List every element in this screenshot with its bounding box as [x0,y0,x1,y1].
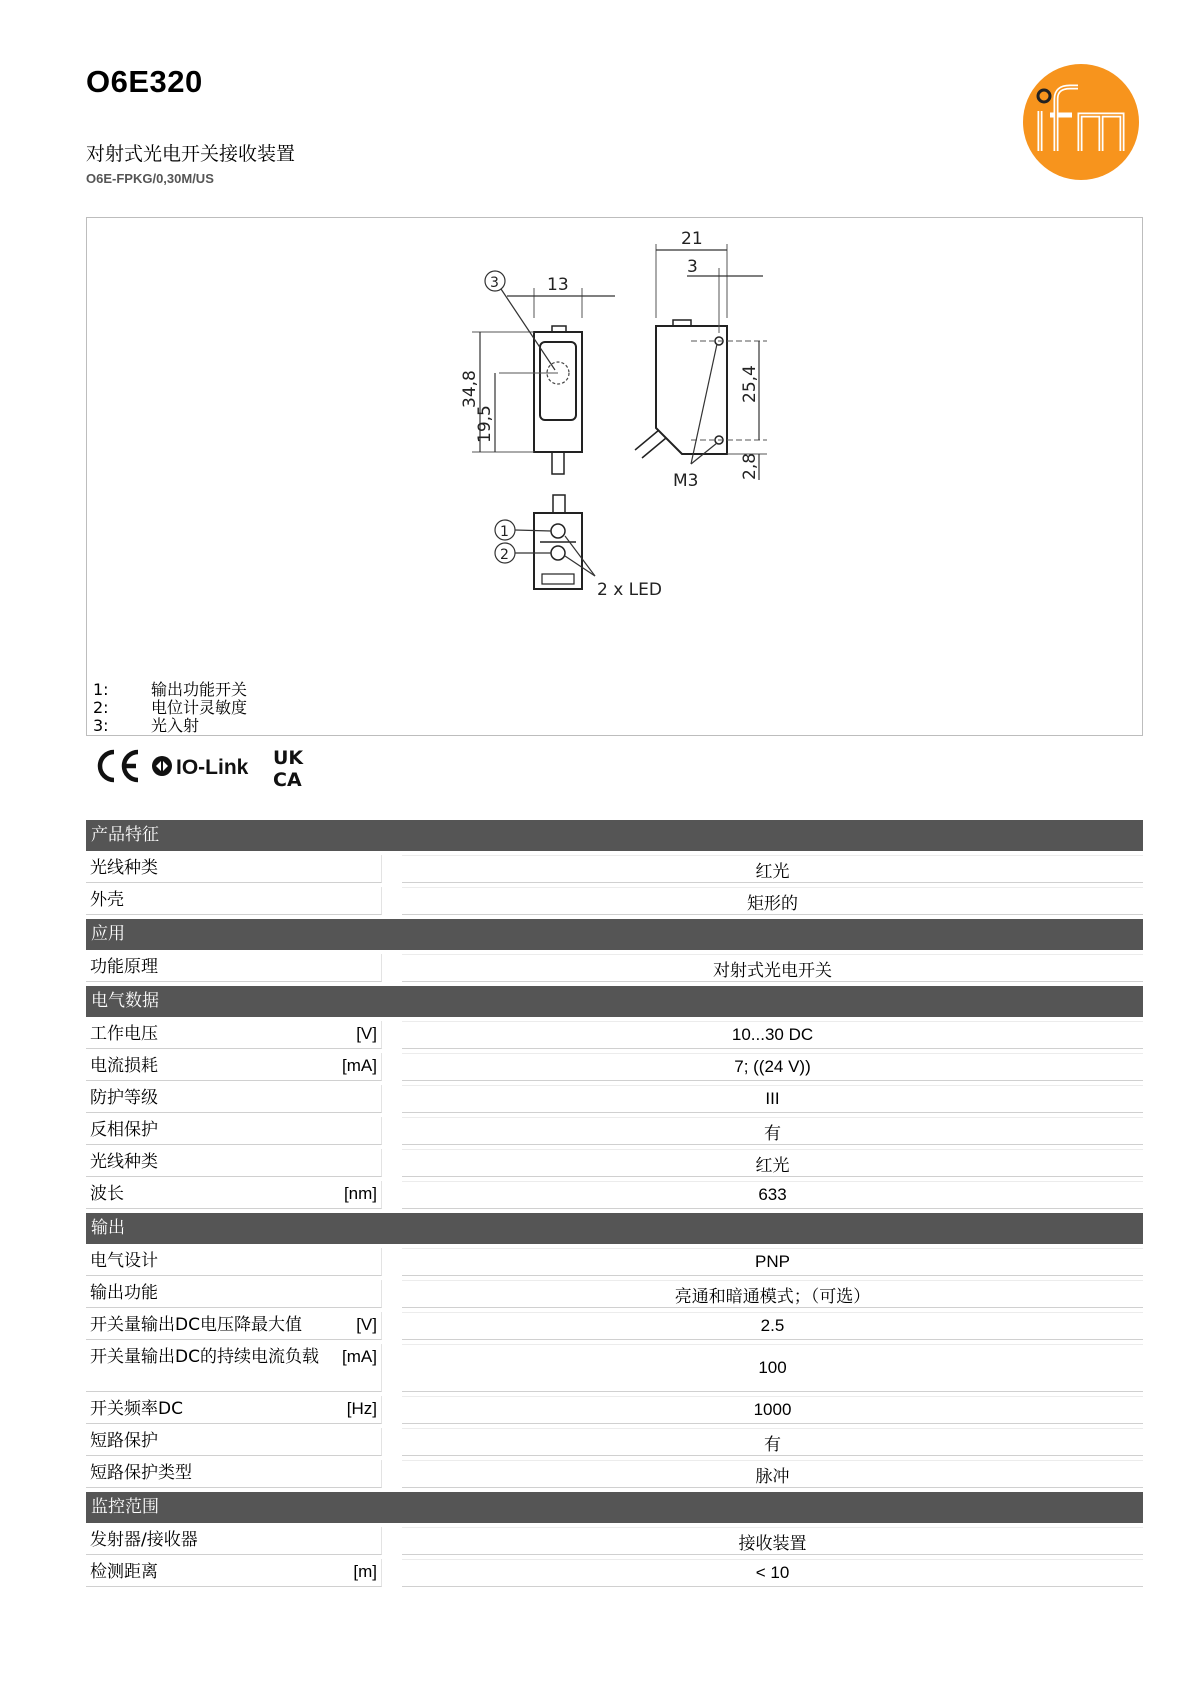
table-row [86,887,1143,915]
section-header: 输出 [86,1213,1143,1244]
row-value: 亮通和暗通模式；（可选） [402,1280,1143,1308]
row-label: 开关频率DC [90,1399,183,1419]
callout-2: 2 [500,547,509,563]
row-value: 100 [402,1344,1143,1392]
table-row [86,1559,1143,1587]
row-unit: [mA] [342,1347,377,1366]
table-row [86,1248,1143,1276]
table-row [86,1181,1143,1209]
row-label: 电流损耗 [90,1056,158,1076]
certification-marks [92,744,322,788]
table-row [86,1085,1143,1113]
row-value: 有 [402,1117,1143,1145]
legend-item: 2: 电位计灵敏度 [93,698,248,717]
dim-3: 3 [687,257,698,277]
io-link-icon [152,756,249,779]
row-value: 有 [402,1428,1143,1456]
dim-13: 13 [547,275,569,295]
row-label: 短路保护 [90,1431,158,1451]
table-row [86,1527,1143,1555]
row-label: 光线种类 [90,858,158,878]
dim-34-8: 34,8 [460,370,480,408]
row-label: 防护等级 [90,1088,158,1108]
row-label: 检测距离 [90,1562,158,1582]
drawing-legend [93,681,247,735]
row-value: < 10 [402,1559,1143,1587]
row-label: 开关量输出DC的持续电流负载 [90,1347,319,1367]
dim-19-5: 19,5 [475,405,495,443]
row-label: 波长 [90,1184,124,1204]
table-row [86,1021,1143,1049]
row-value: 接收装置 [402,1527,1143,1555]
legend-item: 3: 光入射 [93,716,200,735]
callout-3: 3 [490,275,499,291]
svg-text:IO-Link: IO-Link [176,756,249,779]
row-value: III [402,1085,1143,1113]
table-row [86,1428,1143,1456]
table-row [86,1460,1143,1488]
ukca-mark-icon [273,747,304,788]
row-label: 开关量输出DC电压降最大值 [90,1315,302,1335]
product-subtitle: 对射式光电开关接收装置 [86,143,296,165]
row-label: 发射器/接收器 [90,1530,198,1550]
row-unit: [nm] [343,1184,377,1203]
table-row [86,1344,1143,1392]
row-value: 脉冲 [402,1460,1143,1488]
row-value: 2.5 [402,1312,1143,1340]
ifm-logo-icon [1022,63,1140,181]
row-label: 工作电压 [90,1024,158,1044]
row-unit: [m] [353,1562,377,1581]
row-label: 光线种类 [90,1152,158,1172]
row-value: 红光 [402,855,1143,883]
dim-21: 21 [681,229,703,249]
row-value: 633 [402,1181,1143,1209]
table-row [86,1396,1143,1424]
callout-1: 1 [500,524,509,540]
dimension-drawing [86,217,1143,736]
section-header: 电气数据 [86,986,1143,1017]
section-header: 应用 [86,919,1143,950]
table-row [86,1280,1143,1308]
row-value: 对射式光电开关 [402,954,1143,982]
row-label: 反相保护 [90,1120,158,1140]
dim-25-4: 25,4 [740,365,760,403]
legend-item: 1: 输出功能开关 [93,680,248,699]
row-unit: [V] [356,1024,377,1043]
row-unit: [V] [356,1315,377,1334]
dim-2-8: 2,8 [740,452,760,480]
row-label: 电气设计 [90,1251,158,1271]
row-unit: [mA] [342,1056,377,1075]
row-value: PNP [402,1248,1143,1276]
row-label: 短路保护类型 [90,1463,192,1483]
ce-mark-icon [100,752,138,780]
product-code: O6E-FPKG/0,30M/US [86,171,214,186]
table-row [86,1117,1143,1145]
technical-drawing [87,218,1144,737]
section-header: 监控范围 [86,1492,1143,1523]
section-header: 产品特征 [86,820,1143,851]
row-label: 功能原理 [90,957,158,977]
table-row [86,954,1143,982]
row-value: 红光 [402,1149,1143,1177]
row-value: 矩形的 [402,887,1143,915]
row-value: 7; ((24 V)) [402,1053,1143,1081]
page-title: O6E320 [86,64,203,99]
spec-table [86,820,1143,1587]
table-row [86,855,1143,883]
row-label: 外壳 [90,890,124,910]
table-row [86,1149,1143,1177]
row-unit: [Hz] [346,1399,377,1418]
row-value: 1000 [402,1396,1143,1424]
row-label: 输出功能 [90,1283,158,1303]
svg-text:UK: UK [273,747,304,769]
svg-text:CA: CA [273,769,302,788]
table-row [86,1312,1143,1340]
callout-led: 2 x LED [597,580,662,600]
row-value: 10...30 DC [402,1021,1143,1049]
callout-m3: M3 [673,471,699,491]
table-row [86,1053,1143,1081]
